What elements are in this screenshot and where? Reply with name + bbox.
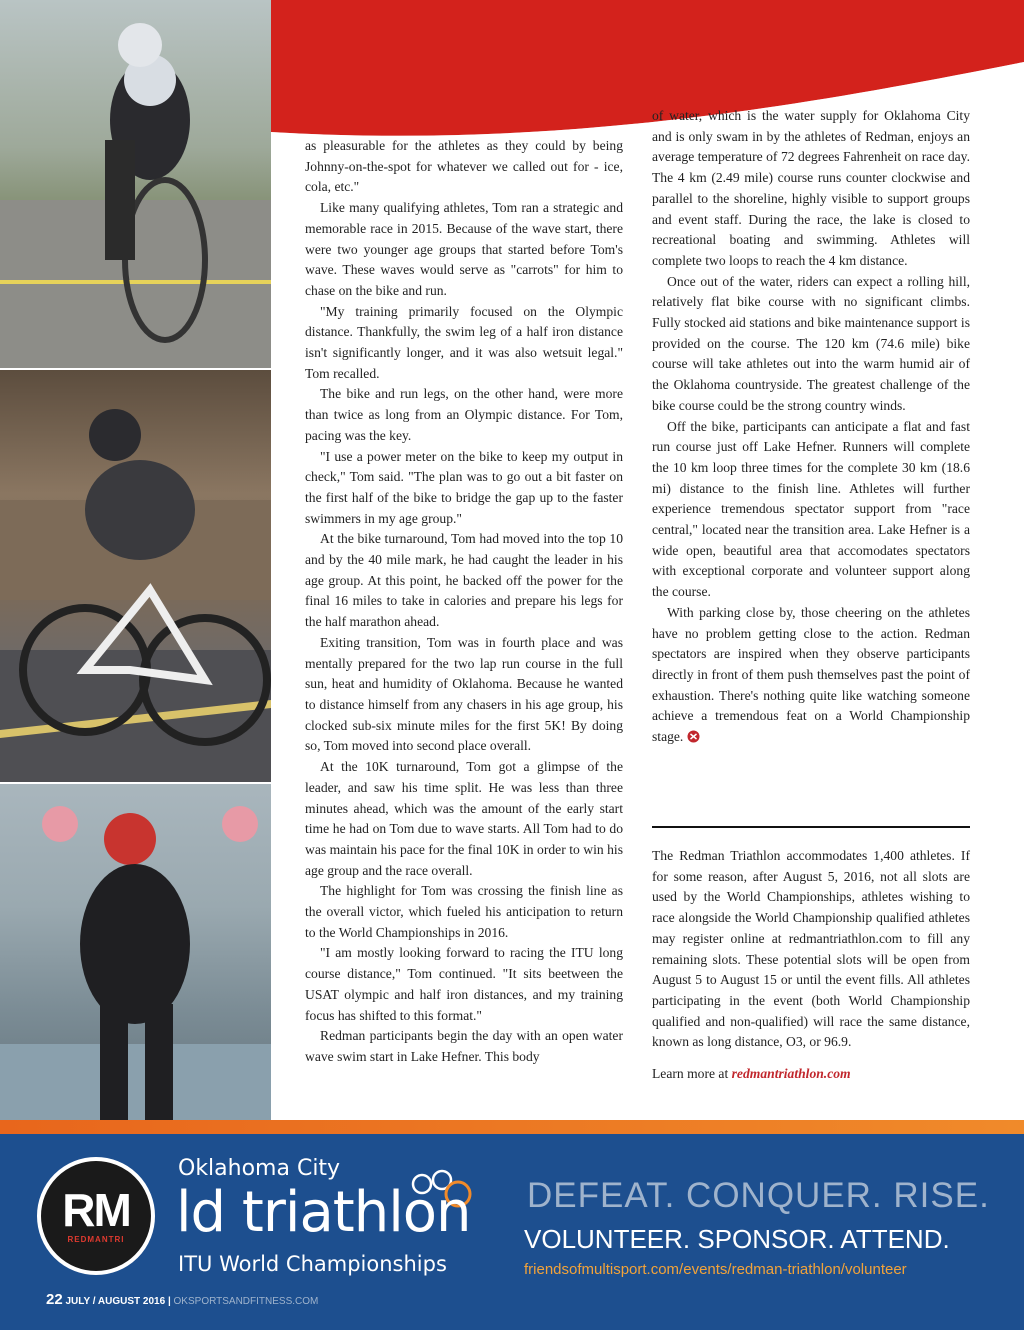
banner-city: Oklahoma City: [178, 1156, 341, 1181]
paragraph: Redman participants begin the day with an open water wave swim start in Lake Hefner. This body: [305, 1028, 623, 1064]
paragraph: [652, 603, 970, 748]
paragraph: The highlight for Tom was crossing the finish line as the overall victor, which fueled his anticipation to return to the World Championships in 2016.: [305, 883, 623, 940]
swimmer-photo-bottom: [0, 784, 271, 1133]
logo-sub-text: REDMANTRI: [67, 1235, 125, 1244]
paragraph: At the bike turnaround, Tom had moved into the top 10 and by the 40 mile mark, he had caught the leader in his age group. At this point, he backed off the power for the final 16 miles to take in calories and prepare his legs for the half marathon ahead.: [305, 531, 623, 630]
learn-more-prefix: Learn more at: [652, 1066, 732, 1082]
paragraph: Like many qualifying athletes, Tom ran a strategic and memorable race in 2015. Because of the wave start, there were two younger age groups that started before Tom's wave. These waves would serve as "carrots" for him to chase on the bike and run.: [305, 200, 623, 298]
issue-date: JULY / AUGUST 2016: [65, 1296, 166, 1307]
paragraph: as pleasurable for the athletes as they could by being Johnny-on-the-spot for whatever we called out for - ice, cola, etc.": [305, 138, 623, 195]
cyclist-photo-middle: [0, 370, 271, 782]
banner-event-subtitle: ITU World Championships: [178, 1252, 447, 1276]
cyclist-photo-top: [0, 0, 271, 368]
article-column-1: [305, 136, 623, 1068]
paragraph: The bike and run legs, on the other hand, were more than twice as long from an Olympic distance. For Tom, pacing was the key.: [305, 386, 623, 443]
learn-more-link[interactable]: redmantriathlon.com: [731, 1066, 851, 1082]
paragraph: Once out of the water, riders can expect a rolling hill, relatively flat bike course with no significant climbs. Fully stocked aid stations and bike maintenance support is provided on the course. The 120 km (74.6 mile) bike course will take athletes out into the warm humid air of the Oklahoma countryside. The greatest challenge of the bike course could be the strong country winds.: [652, 273, 970, 413]
paragraph: of water, which is the water supply for Oklahoma City and is only swam in by the athletes of Redman, enjoys an average temperature of 72 degrees Fahrenheit on race day. The 4 km (2.49 mile) course runs counter clockwise and parallel to the shoreline, highly visible to support groups and event staff. During the race, the lake is closed to recreational boating and swimming. Athletes will complete two loops to reach the 4 km distance.: [652, 108, 970, 268]
folio-site: OKSPORTSANDFITNESS.COM: [173, 1296, 319, 1307]
article-column-2: [652, 106, 970, 748]
banner-tagline: DEFEAT. CONQUER. RISE.: [527, 1176, 990, 1215]
paragraph: "My training primarily focused on the Olympic distance. Thankfully, the swim leg of a half iron distance isn't significantly longer, and it was also wetsuit legal." Tom recalled.: [305, 303, 623, 381]
sidebar-body: The Redman Triathlon accommodates 1,400 athletes. If for some reason, after August 5, 2016, not all slots are used by the World Championships, athletes wishing to race alongside the World Championship qualified athletes may register online at redmantriathlon.com to fill any remaining slots. These potential slots will be open from August 5 to August 15 or until the event fills. All athletes participating in the event (both World Championship qualified and non-qualified) will race the same distance, known as long distance, O3, or 96.9.: [652, 848, 970, 1050]
paragraph-text: With parking close by, those cheering on the athletes have no problem getting close to the action. Redman spectators are inspired when they observe participants directly in front of them push themselves past the point of exhaustion. There's nothing quite like watching someone achieve a tremendous feat on a World Championship stage.: [652, 604, 970, 745]
banner-callout: VOLUNTEER. SPONSOR. ATTEND.: [524, 1224, 950, 1254]
sidebar-divider: [652, 826, 970, 828]
learn-more-line: [652, 1064, 970, 1085]
paragraph: Off the bike, participants can anticipate a flat and fast run course just off Lake Hefner. Runners will complete the 10 km loop three times for the complete 30 km (18.6 mi) distance to the finish line. Athletes will further experience tremendous spectator support from "race central," located near the transition area. Lake Hefner is a wide open, beautiful area that accomodates spectators with exceptional corporate and volunteer support along the course.: [652, 418, 970, 600]
banner-url[interactable]: friendsofmultisport.com/events/redman-triathlon/volunteer: [524, 1261, 907, 1278]
page-number: 22: [46, 1291, 63, 1308]
paragraph: "I am mostly looking forward to racing the ITU long course distance," Tom continued. "It sits beetween the USAT olympic and half iron distances, and my training focus has shifted to this format.": [305, 945, 623, 1023]
folio-separator: |: [167, 1296, 171, 1307]
paragraph: At the 10K turnaround, Tom got a glimpse of the leader, and saw his time split. He was less than three minutes ahead, which was the amount of the early start time he had on Tom due to wave starts. All Tom had to do was maintain his pace for the final 10K in order to win his age group and the race overall.: [305, 759, 623, 878]
page-folio: [46, 1291, 318, 1308]
banner-event-title: ld triathlon: [176, 1180, 471, 1245]
logo-rm-text: RM: [62, 1184, 130, 1236]
sidebar-box: [652, 846, 970, 1085]
redman-logo: [37, 1157, 155, 1275]
end-mark-icon: [687, 730, 700, 743]
paragraph: Exiting transition, Tom was in fourth place and was mentally prepared for the two lap run course in the full sun, heat and humidity of Oklahoma. Because he wanted to distance himself from any chasers in his age group, his clocked sub-six minute miles for the first 5K! By doing so, Tom moved into second place overall.: [305, 634, 623, 754]
paragraph: "I use a power meter on the bike to keep my output in check," Tom said. "The plan was to go out a bit faster on the first half of the bike to bridge the gap up to the faster swimmers in my age group.": [305, 448, 623, 526]
orange-divider-bar: [0, 1120, 1024, 1134]
photo-column: [0, 0, 271, 1133]
